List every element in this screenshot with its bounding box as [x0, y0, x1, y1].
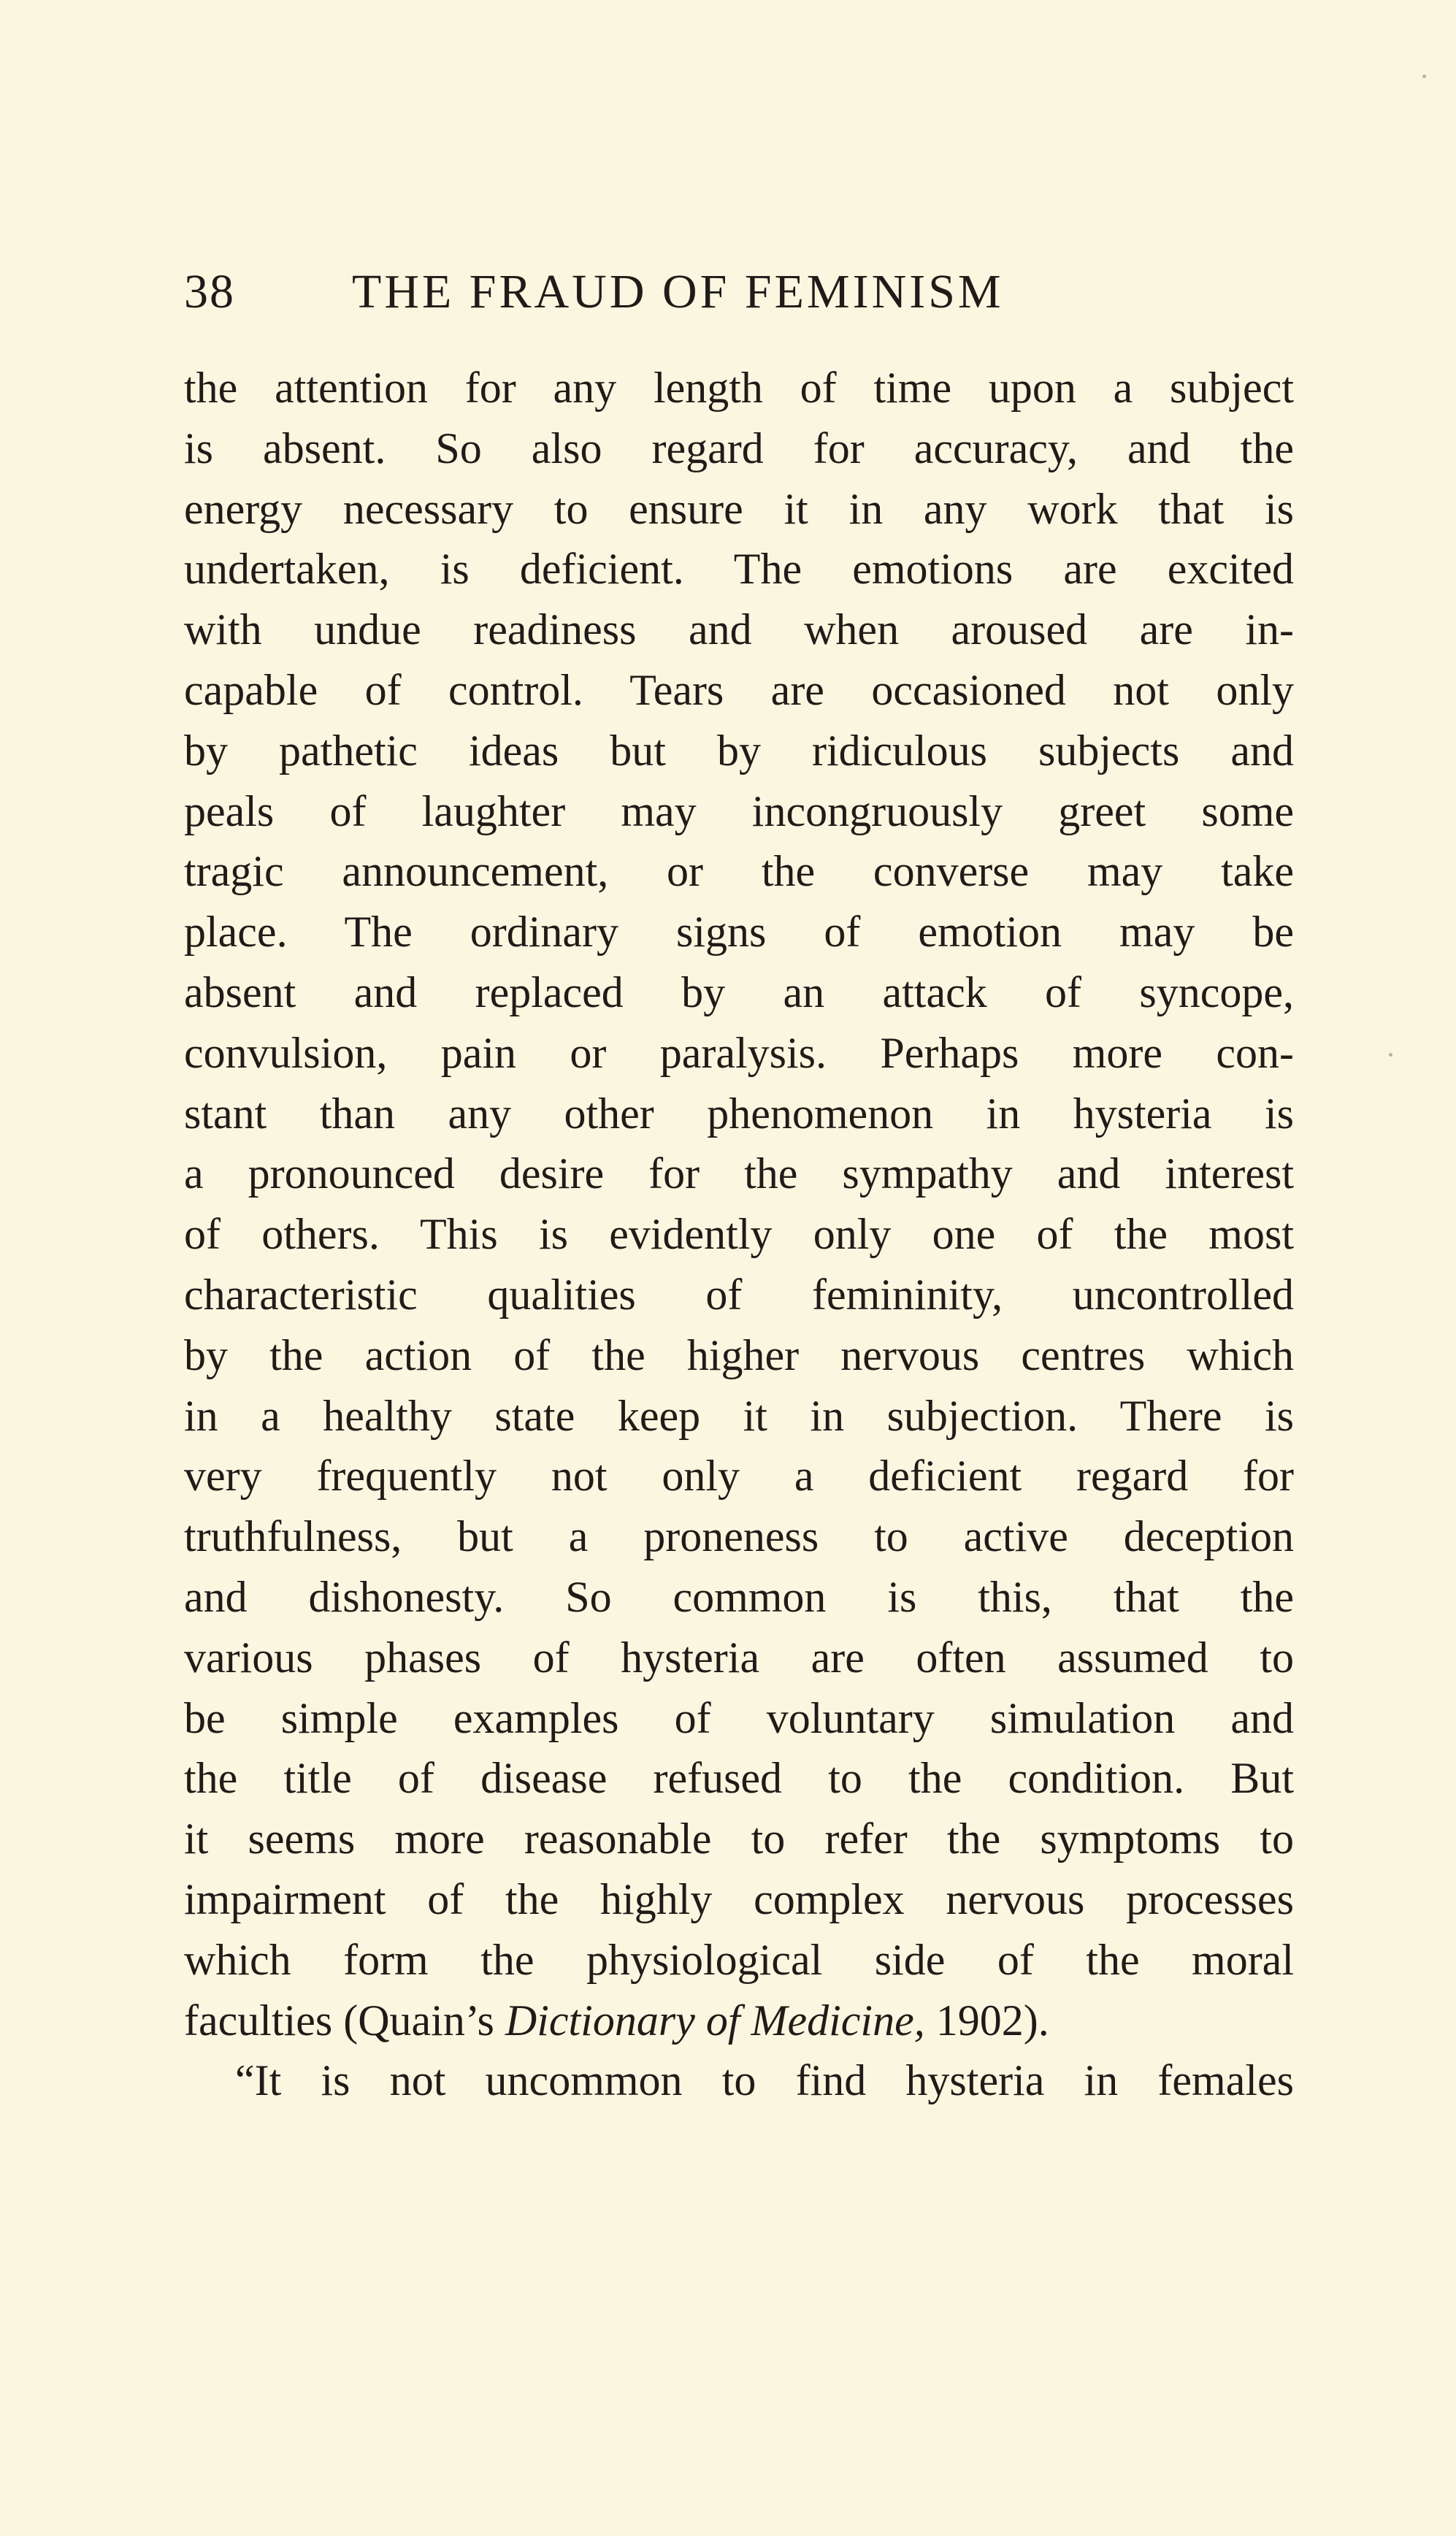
text-line: energy necessary to ensure it in any work that is	[184, 484, 1294, 533]
paper-speck	[1389, 1053, 1392, 1057]
citation-year: 1902).	[924, 1996, 1049, 2045]
citation-line	[184, 1991, 1294, 2051]
text-line: it seems more reasonable to refer the symptoms to	[184, 1815, 1294, 1863]
text-line: by pathetic ideas but by ridiculous subjects and	[184, 726, 1294, 775]
text-line: in a healthy state keep it in subjection. There is	[184, 1391, 1294, 1440]
citation-prefix: faculties (Quain’s	[184, 1996, 505, 2045]
text-line: place. The ordinary signs of emotion may be	[184, 908, 1294, 957]
text-line: tragic announcement, or the converse may take	[184, 847, 1294, 896]
text-line: characteristic qualities of femininity, uncontrolled	[184, 1270, 1294, 1319]
page-number: 38	[184, 265, 235, 318]
text-line: convulsion, pain or paralysis. Perhaps more con-	[184, 1028, 1294, 1077]
paragraph-opening-line: “It is not uncommon to find hysteria in females	[235, 2056, 1294, 2105]
text-line: by the action of the higher nervous centres which	[184, 1330, 1294, 1379]
text-line: the attention for any length of time upon a subject	[184, 364, 1294, 412]
text-line: and dishonesty. So common is this, that the	[184, 1572, 1294, 1621]
citation-title: Dictionary of Medicine,	[505, 1996, 925, 2045]
page-header	[184, 256, 1294, 329]
text-line: peals of laughter may incongruously greet some	[184, 786, 1294, 835]
text-line: a pronounced desire for the sympathy and interest	[184, 1149, 1294, 1198]
text-line: be simple examples of voluntary simulation and	[184, 1693, 1294, 1742]
text-line: stant than any other phenomenon in hysteria is	[184, 1089, 1294, 1138]
text-line: impairment of the highly complex nervous processes	[184, 1874, 1294, 1923]
text-line: with undue readiness and when aroused are in-	[184, 605, 1294, 654]
text-line: truthfulness, but a proneness to active deception	[184, 1512, 1294, 1561]
text-line: capable of control. Tears are occasioned not only	[184, 665, 1294, 714]
paper-speck	[1422, 74, 1426, 78]
body-text	[184, 358, 1294, 2111]
text-line: absent and replaced by an attack of syncope,	[184, 968, 1294, 1016]
text-line: the title of disease refused to the condition. But	[184, 1754, 1294, 1803]
text-line: various phases of hysteria are often assumed to	[184, 1633, 1294, 1682]
text-line: is absent. So also regard for accuracy, and the	[184, 424, 1294, 472]
text-line: which form the physiological side of the moral	[184, 1935, 1294, 1984]
text-line: very frequently not only a deficient regard for	[184, 1452, 1294, 1501]
text-line: undertaken, is deficient. The emotions are excited	[184, 545, 1294, 594]
text-line: of others. This is evidently only one of the most	[184, 1210, 1294, 1259]
running-head: THE FRAUD OF FEMINISM	[352, 265, 1004, 318]
